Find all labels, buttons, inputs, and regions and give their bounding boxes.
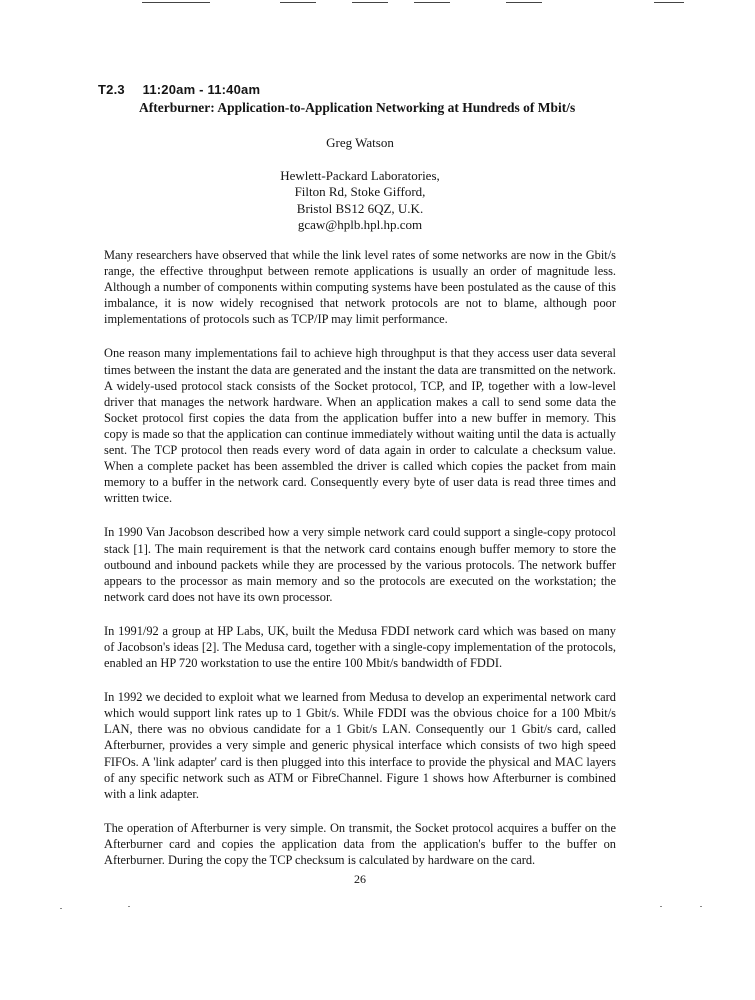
- scan-artifact: [414, 2, 450, 3]
- author-email: gcaw@hplb.hpl.hp.com: [297, 216, 423, 232]
- paper-title: Afterburner: Application-to-Application Networking at Hundreds of Mbit/s: [139, 100, 576, 115]
- scan-artifact: [660, 906, 662, 907]
- session-heading: [98, 82, 260, 97]
- scan-artifact: [142, 2, 210, 3]
- scan-artifact: [128, 906, 130, 907]
- affiliation-line: Bristol BS12 6QZ, U.K.: [296, 200, 424, 216]
- session-code: T2.3: [98, 82, 125, 97]
- paragraph: In 1990 Van Jacobson described how a very simple network card could support a single-copy protocol stack [1]. The main requirement is that the network card contains enough buffer memory to store the outbound and inbound packets while they are processed by the various protocols. The network buffer appears to the processor as main memory and so the protocols are executed on the workstation; the network card does not have its own processor.: [104, 525, 616, 604]
- author-affiliation: [104, 168, 616, 233]
- scan-artifact: [654, 2, 684, 3]
- affiliation-line: Hewlett-Packard Laboratories,: [280, 168, 440, 183]
- paragraph: Many researchers have observed that while the link level rates of some networks are now in the Gbit/s range, the effective throughput between remote applications is usually an order of magnitude less. Although a number of components within computing systems have been postulated as the cause of this imbalance, it is now widely recognised that network protocols are not to blame, although poor implementations of protocols such as TCP/IP may limit performance.: [104, 248, 616, 327]
- scan-artifact: [280, 2, 316, 3]
- paragraph: The operation of Afterburner is very simple. On transmit, the Socket protocol acquires a buffer on the Afterburner card and copies the application data from the application's buffer to the buffer on Afterburner. During the copy the TCP checksum is calculated by hardware on the card.: [104, 820, 616, 867]
- scan-artifact: [506, 2, 542, 3]
- paragraph: One reason many implementations fail to achieve high throughput is that they access user data several times between the instant the data are generated and the instant the data are transmitted on the network. A widely-used protocol stack consists of the Socket protocol, TCP, and IP, together with a low-level driver that manages the network hardware. When an application makes a call to send some data the Socket protocol first copies the data from the application buffer into a new buffer in memory. This copy is made so that the application can continue immediately without waiting until the data is actually sent. The TCP protocol then reads every word of data again in order to calculate a checksum value. When a complete packet has been assembled the driver is called which copies the packet from main memory to a buffer in the network card. Consequently every byte of user data is read three times and written twice.: [104, 346, 616, 506]
- session-time: 11:20am - 11:40am: [142, 82, 261, 97]
- scan-artifact: [700, 906, 702, 907]
- body-text: [104, 247, 616, 886]
- affiliation-line: Filton Rd, Stoke Gifford,: [294, 184, 426, 200]
- paragraph: In 1991/92 a group at HP Labs, UK, built the Medusa FDDI network card which was based on many of Jacobson's ideas [2]. The Medusa card, together with a single-copy implementation of the protocols, enabled an HP 720 workstation to use the entire 100 Mbit/s bandwidth of FDDI.: [104, 623, 616, 671]
- scan-artifact: [60, 908, 62, 909]
- page-number: 26: [354, 872, 366, 886]
- author-name: Greg Watson: [326, 135, 394, 150]
- paragraph: In 1992 we decided to exploit what we learned from Medusa to develop an experimental network card which would support link rates up to 1 Gbit/s. While FDDI was the obvious choice for a 100 Mbit/s LAN, there was no obvious candidate for a 1 Gbit/s LAN. Consequently our 1 Gbit/s card, called Afterburner, provides a very simple and generic physical interface which consists of two high speed FIFOs. A 'link adapter' card is then plugged into this interface to provide the physical and MAC layers of any specific network such as ATM or FibreChannel. Figure 1 shows how Afterburner is combined with a link adapter.: [104, 690, 616, 801]
- scan-artifact: [352, 2, 388, 3]
